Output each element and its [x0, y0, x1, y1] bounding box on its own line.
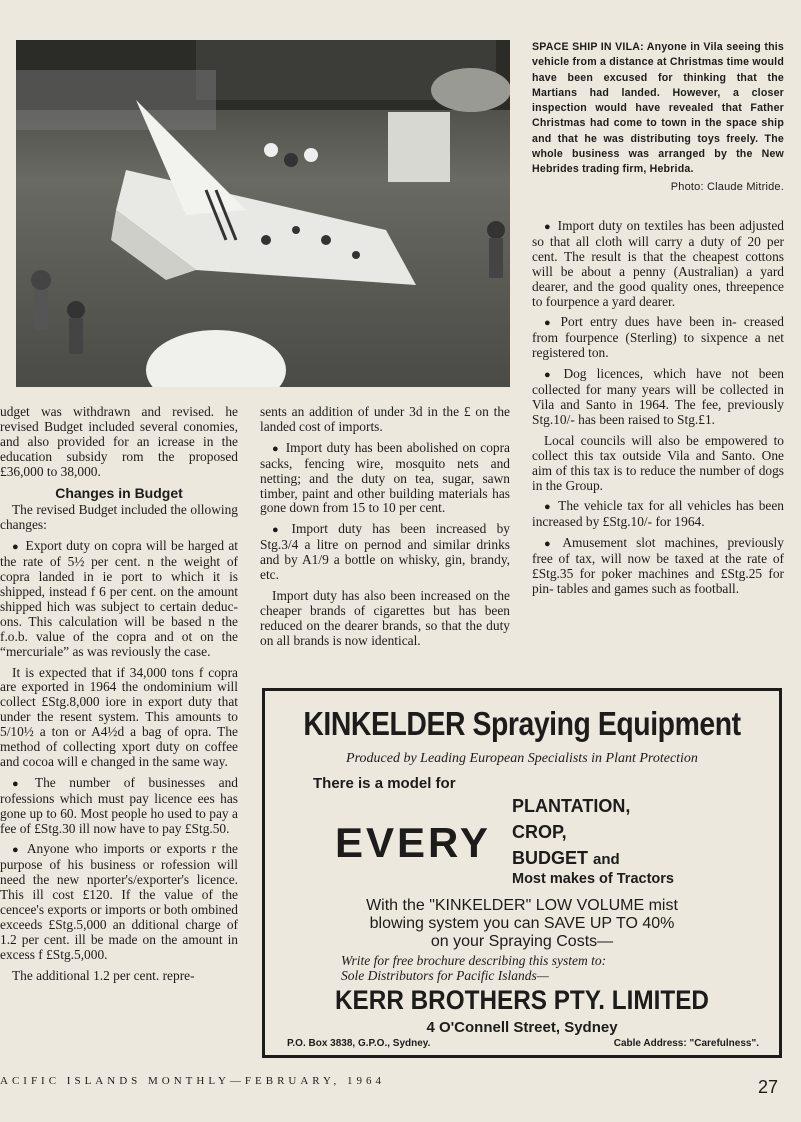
paragraph: sents an addition of under 3d in the £ on the landed cost of imports. [260, 404, 510, 434]
bullet-paragraph: ● Dog licences, which have not been collected for many years will be collected in Vila and Santo in 1964. The fee, previously Stg.10/- has been raised to Stg.£1. [532, 367, 784, 428]
paragraph: Import duty has also been increased on the cheaper brands of cigarettes but has been reduced on the dearer brands, so that the duty on all brands is now identical. [260, 587, 510, 648]
space-ship-photo [16, 40, 510, 387]
ad-list-item: BUDGET and [512, 848, 620, 868]
ad-list-item: CROP, [512, 822, 567, 842]
bullet-paragraph: ● Import duty has been abolished on copra sacks, fencing wire, mosquito nets and netting; and the duty on tea, sugar, sawn timber, paint and other building materials has gone down from 15 to 10 per cent. [260, 441, 510, 517]
bullet-paragraph: ● Import duty on textiles has been adjusted so that all cloth will carry a duty of 20 per cent. The result is that the cheapest cottons will be about a penny (Australian) a yard dearer, and the good quality ones, threepence to fourpence a yard dearer. [532, 219, 784, 309]
paragraph: udget was withdrawn and revised. he revised Budget included several conomies, and also provided for an icrease in the education subsidy rom the proposed £36,000 to 38,000. [0, 404, 238, 479]
ad-tractors-text: Most makes of Tractors [512, 871, 674, 887]
paragraph: Local councils will also be empowered to collect this tax outside Vila and Santo. One aim of this tax is to reduce the number of dogs in the Group. [532, 432, 784, 493]
ad-description: With the "KINKELDER" LOW VOLUME mist blowing system you can SAVE UP TO 40% on your Spraying Costs— [366, 897, 678, 950]
section-heading: Changes in Budget [55, 484, 183, 501]
article-column-1 [0, 405, 238, 990]
paragraph: The additional 1.2 per cent. repre- [12, 967, 195, 983]
bullet-paragraph: ● Export duty on copra will be harged at the rate of 5½ per cent. n the weight of copra landed in ie port to which it is shipped, instead f 6 per cent. on the amount shipped hich was subject to certain deduc- ons. This calculation will be based n the f.o.b. value of the copra and ot on the “mercuriale” as was reviously the case. [0, 539, 238, 659]
photo-caption [532, 40, 784, 195]
bullet-paragraph: ● Port entry dues have been in- creased from fourpence (Sterling) to sixpence a net registered ton. [532, 315, 784, 361]
ad-write-text: Write for free brochure describing this system to: Sole Distributors for Pacific Islands— [341, 953, 607, 983]
ad-title: KINKELDER Spraying Equipment [303, 705, 741, 742]
ad-list-item: PLANTATION, [512, 796, 631, 816]
ad-company-name: KERR BROTHERS PTY. LIMITED [335, 985, 709, 1015]
caption-text: SPACE SHIP IN VILA: Anyone in Vila seeing this vehicle from a distance at Christmas time would have been excused for thinking that the Martians had landed. However, a closer inspection would have revealed that Father Christmas had come to town in the space ship and that he was distributing toys freely. The whole business was arranged by the New Hebrides trading firm, Hebrida. [532, 41, 784, 176]
bullet-paragraph: ● Amusement slot machines, previously free of tax, will now be taxed at the rate of £Stg.35 for poker machines and £Stg.25 for pin- tables and games such as football. [532, 536, 784, 597]
article-column-2 [260, 405, 510, 655]
ad-po-box: P.O. Box 3838, G.P.O., Sydney. [287, 1038, 431, 1049]
paragraph: It is expected that if 34,000 tons f copra are exported in 1964 the ondominium will collect £Stg.8,000 iore in export duty that under the resent system. This amounts to 5/10½ a ton or A4½d a bag of opra. The method of collecting xport duty on coffee and cocoa will e changed in the same way. [0, 664, 238, 769]
article-column-3 [532, 219, 784, 603]
ad-cable-address: Cable Address: "Carefulness". [613, 1038, 759, 1049]
bullet-paragraph: ● The vehicle tax for all vehicles has been increased by £Stg.10/- for 1964. [532, 499, 784, 530]
photo-credit: Photo: Claude Mitride. [670, 180, 784, 193]
bullet-paragraph: ● The number of businesses and rofessions which must pay licence ees has gone up to 60. Most people ho used to pay a fee of £Stg.30 ill now have to pay £Stg.50. [0, 776, 238, 837]
paragraph: The revised Budget included the ollowing changes: [0, 502, 238, 533]
ad-there-text: There is a model for [313, 775, 456, 792]
page-number: 27 [758, 1077, 779, 1097]
kinkelder-advertisement [262, 688, 782, 1058]
ad-list [512, 793, 630, 873]
bullet-paragraph: ● Import duty has been increased by Stg.3/4 a litre on pernod and similar drinks and by A1/9 a bottle on whisky, gin, brandy, etc. [260, 522, 510, 583]
ad-every-text: EVERY [335, 819, 491, 866]
page-footer: ACIFIC ISLANDS MONTHLY—FEBRUARY, 1964 [0, 1075, 386, 1087]
bullet-paragraph: ● Anyone who imports or exports r the purpose of his business or rofession will need the new nporter's/exporter's licence. This ill cost £120. If the value of the cencee's exports or imports or both ombined exceeds £Stg.5,000 an dditional charge of 1.2 per cent. ill be made on the amount in excess f £Stg.5,000. [0, 842, 238, 962]
ad-subtitle: Produced by Leading European Specialists in Plant Protection [346, 751, 698, 766]
ad-address: 4 O'Connell Street, Sydney [426, 1019, 618, 1036]
